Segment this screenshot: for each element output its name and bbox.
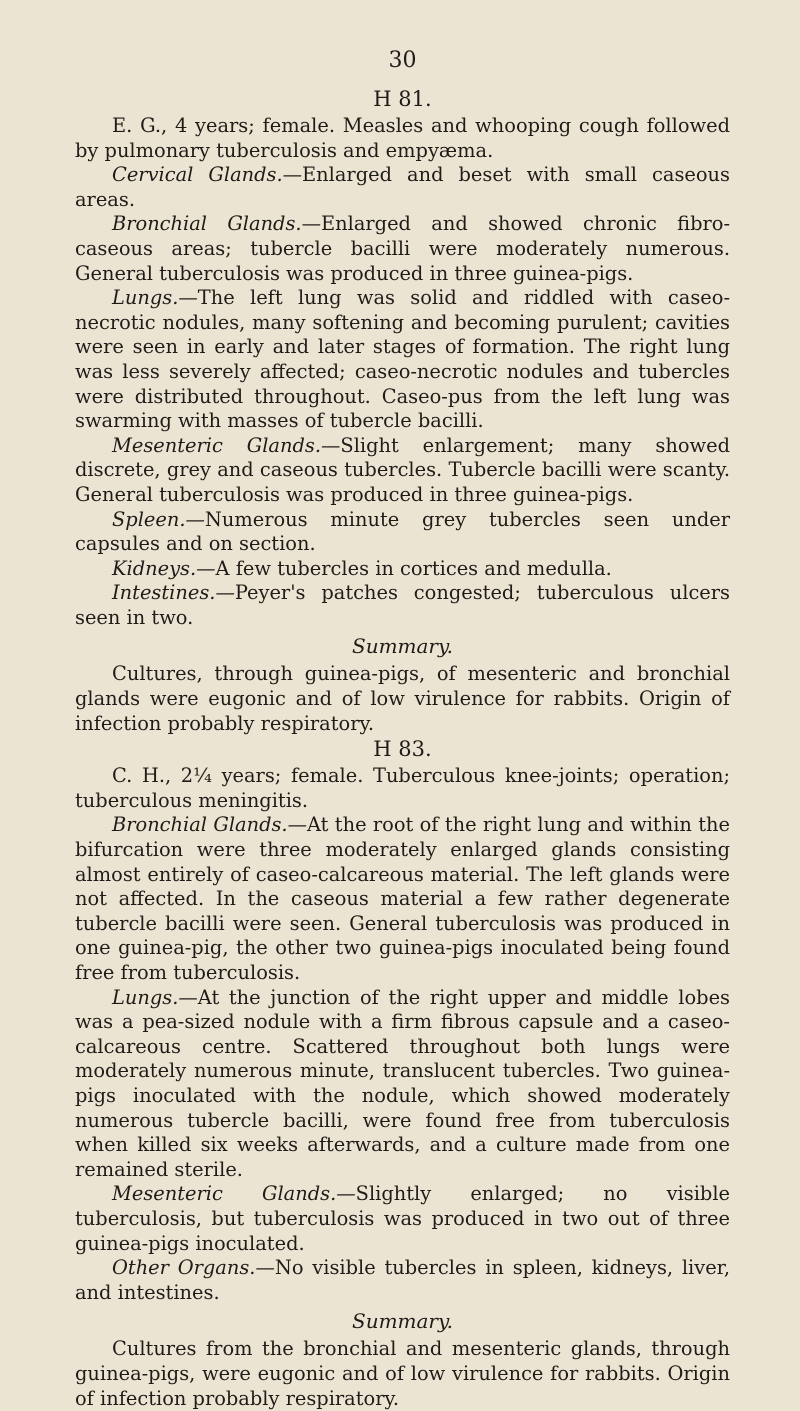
section-label: Spleen.— xyxy=(112,507,205,531)
section-label: Bronchial Glands.— xyxy=(112,813,307,837)
case-h81 xyxy=(75,86,730,736)
section-label: Other Organs.— xyxy=(112,1256,275,1280)
section-text: A few tubercles in cortices and medulla. xyxy=(215,556,612,580)
case-h83 xyxy=(75,736,730,1411)
case-heading: H 83. xyxy=(373,737,432,762)
section-other-organs xyxy=(75,1256,730,1305)
summary-heading: Summary. xyxy=(352,1309,453,1334)
section-bronchial-glands xyxy=(75,212,730,286)
summary-heading: Summary. xyxy=(352,634,453,659)
case-intro: C. H., 2¼ years; female. Tuberculous knee-joints; operation; tuberculous meningitis. xyxy=(75,764,730,812)
section-text: No visible tubercles in spleen, kidneys, liver, and intestines. xyxy=(75,1256,730,1304)
page-number: 30 xyxy=(388,48,417,73)
section-label: Cervical Glands.— xyxy=(112,163,303,187)
section-label: Lungs.— xyxy=(112,985,198,1009)
section-mesenteric-glands xyxy=(75,434,730,508)
section-text: Slight enlargement; many showed discrete, grey and caseous tubercles. Tubercle bacilli were scanty. General tuberculosis was produced in three guinea-pigs. xyxy=(75,433,731,506)
section-lungs xyxy=(75,286,730,434)
section-label: Lungs.— xyxy=(112,286,198,310)
section-spleen xyxy=(75,508,730,557)
section-lungs xyxy=(75,986,730,1183)
section-text: Enlarged and showed chronic fibro-caseous areas; tubercle bacilli were moderately numerous. General tuberculosis was produced in three guinea-pigs. xyxy=(75,212,730,285)
section-label: Mesenteric Glands.— xyxy=(112,433,341,457)
case-intro: E. G., 4 years; female. Measles and whooping cough followed by pulmonary tuberculosis and empyæma. xyxy=(75,114,730,162)
section-bronchial-glands xyxy=(75,813,730,985)
section-label: Kidneys.— xyxy=(112,556,216,580)
section-text: Enlarged and beset with small caseous areas. xyxy=(75,163,730,211)
section-text: At the junction of the right upper and middle lobes was a pea-sized nodule with a firm fibrous capsule and a caseo-calcareous centre. Scattered throughout both lungs were moderately numerous minute, translucent tubercles. Two guinea-pigs inoculated with the nodule, which showed moderately numerous tubercle bacilli, were found free from tuberculosis when killed six weeks afterwards, and a culture made from one remained sterile. xyxy=(75,985,730,1181)
section-label: Intestines.— xyxy=(112,581,235,605)
summary-text: Cultures, through guinea-pigs, of mesenteric and bronchial glands were eugonic and of low virulence for rabbits. Origin of infection probably respiratory. xyxy=(75,662,730,735)
section-text: At the root of the right lung and within the bifurcation were three moderately enlarged glands consisting almost entirely of caseo-calcareous material. The left glands were not affected. In the caseous material a few rather degenerate tubercle bacilli were seen. General tuberculosis was produced in one guinea-pig, the other two guinea-pigs inoculated being found free from tuberculosis. xyxy=(75,813,730,984)
section-text: Numerous minute grey tubercles seen under capsules and on section. xyxy=(75,507,730,556)
section-kidneys xyxy=(75,557,730,582)
section-text: Slightly enlarged; no visible tuberculosis, but tuberculosis was produced in two out of three guinea-pigs inoculated. xyxy=(75,1182,731,1255)
summary-text: Cultures from the bronchial and mesenteric glands, through guinea-pigs, were eugonic and of low virulence for rabbits. Origin of infection probably respiratory. xyxy=(75,1337,730,1410)
section-cervical-glands xyxy=(75,163,730,212)
section-text: Peyer's patches congested; tuberculous ulcers seen in two. xyxy=(75,581,730,629)
section-text: The left lung was solid and riddled with caseo-necrotic nodules, many softening and becoming purulent; cavities were seen in early and later stages of formation. The right lung was less severely affected; caseo-necrotic nodules and tubercles were distributed throughout. Caseo-pus from the left lung was swarming with masses of tubercle bacilli. xyxy=(75,286,730,433)
case-heading: H 81. xyxy=(373,87,432,111)
section-label: Bronchial Glands.— xyxy=(112,212,321,236)
section-mesenteric-glands xyxy=(75,1182,730,1256)
section-label: Mesenteric Glands.— xyxy=(112,1182,356,1206)
section-intestines xyxy=(75,581,730,630)
